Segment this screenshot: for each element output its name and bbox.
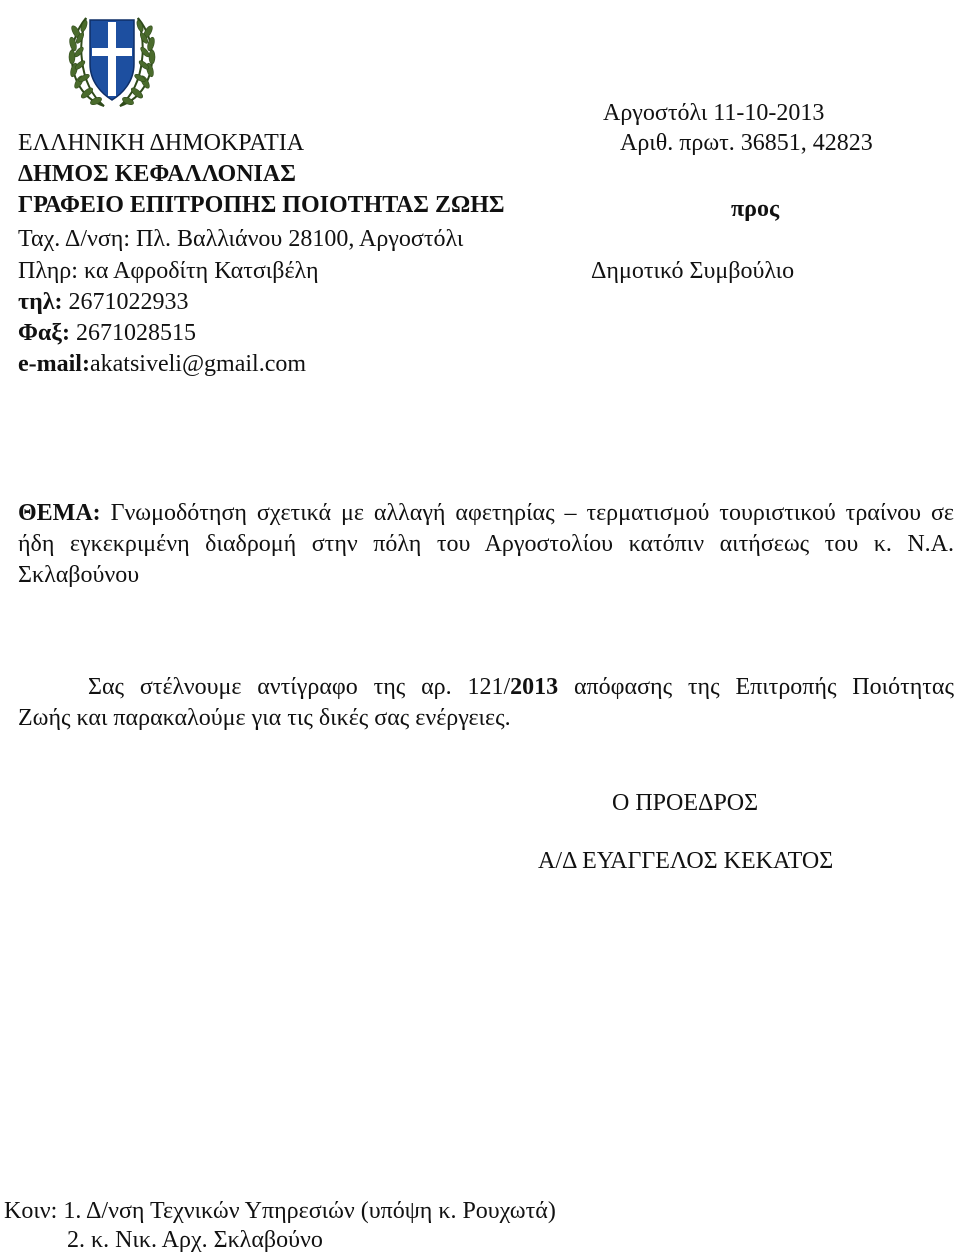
sender-fax-line: [18, 318, 196, 349]
body-year: 2013: [510, 674, 559, 700]
cc-item-1: 1. Δ/νση Τεχνικών Υπηρεσιών (υπόψη κ. Ρουχωτά): [57, 1198, 556, 1224]
to-label: προς: [731, 196, 780, 222]
cc-line-1: [4, 1196, 556, 1227]
fax-label: Φαξ:: [18, 320, 70, 346]
email-label: e-mail:: [18, 351, 90, 377]
signature-title: Ο ΠΡΟΕΔΡΟΣ: [612, 790, 759, 816]
subject-line-2: ήδη εγκεκριμένη διαδρομή στην πόλη του Αργοστολίου κατόπιν αιτήσεως του κ. Ν.Α.: [18, 531, 954, 557]
sender-email-line: [18, 349, 306, 380]
sender-country: ΕΛΛΗΝΙΚΗ ΔΗΜΟΚΡΑΤΙΑ: [18, 130, 305, 156]
body-line-1: [18, 672, 954, 703]
phone-number: 2671022933: [62, 289, 189, 315]
signature-name: Α/Δ ΕΥΑΓΓΕΛΟΣ ΚΕΚΑΤΟΣ: [538, 848, 834, 874]
email-address: akatsiveli@gmail.com: [89, 351, 307, 377]
subject-label: ΘΕΜΑ:: [18, 500, 101, 526]
fax-number: 2671028515: [69, 320, 196, 346]
greek-emblem-icon: [64, 2, 160, 114]
body-line-2: Ζωής και παρακαλούμε για τις δικές σας ενέργειες.: [18, 705, 511, 731]
sender-address: Ταχ. Δ/νση: Πλ. Βαλλιάνου 28100, Αργοστόλι: [18, 226, 464, 252]
subject-block: [18, 498, 954, 591]
protocol-number: Αριθ. πρωτ. 36851, 42823: [620, 130, 873, 156]
subject-text-1: Γνωμοδότηση σχετικά με αλλαγή αφετηρίας – τερματισμού τουριστικού τραίνου σε: [100, 500, 954, 526]
body-text-1b: απόφασης της Επιτροπής Ποιότητας: [558, 674, 954, 700]
body-block: [18, 672, 954, 734]
cc-item-2: 2. κ. Νικ. Αρχ. Σκλαβούνο: [67, 1227, 323, 1253]
sender-municipality: ΔΗΜΟΣ ΚΕΦΑΛΛΟΝΙΑΣ: [18, 161, 296, 187]
recipient: Δημοτικό Συμβούλιο: [591, 258, 795, 284]
subject-line-3: Σκλαβούνου: [18, 562, 140, 588]
cc-label: Κοιν:: [4, 1198, 58, 1224]
phone-label: τηλ:: [18, 289, 63, 315]
sender-contact: Πληρ: κα Αφροδίτη Κατσιβέλη: [18, 258, 319, 284]
subject-line-1: [18, 498, 954, 529]
sender-phone-line: [18, 287, 188, 318]
body-text-1a: Σας στέλνουμε αντίγραφο της αρ. 121/: [88, 674, 511, 700]
sender-office: ΓΡΑΦΕΙΟ ΕΠΙΤΡΟΠΗΣ ΠΟΙΟΤΗΤΑΣ ΖΩΗΣ: [18, 192, 505, 218]
letter-date: Αργοστόλι 11-10-2013: [603, 100, 825, 126]
